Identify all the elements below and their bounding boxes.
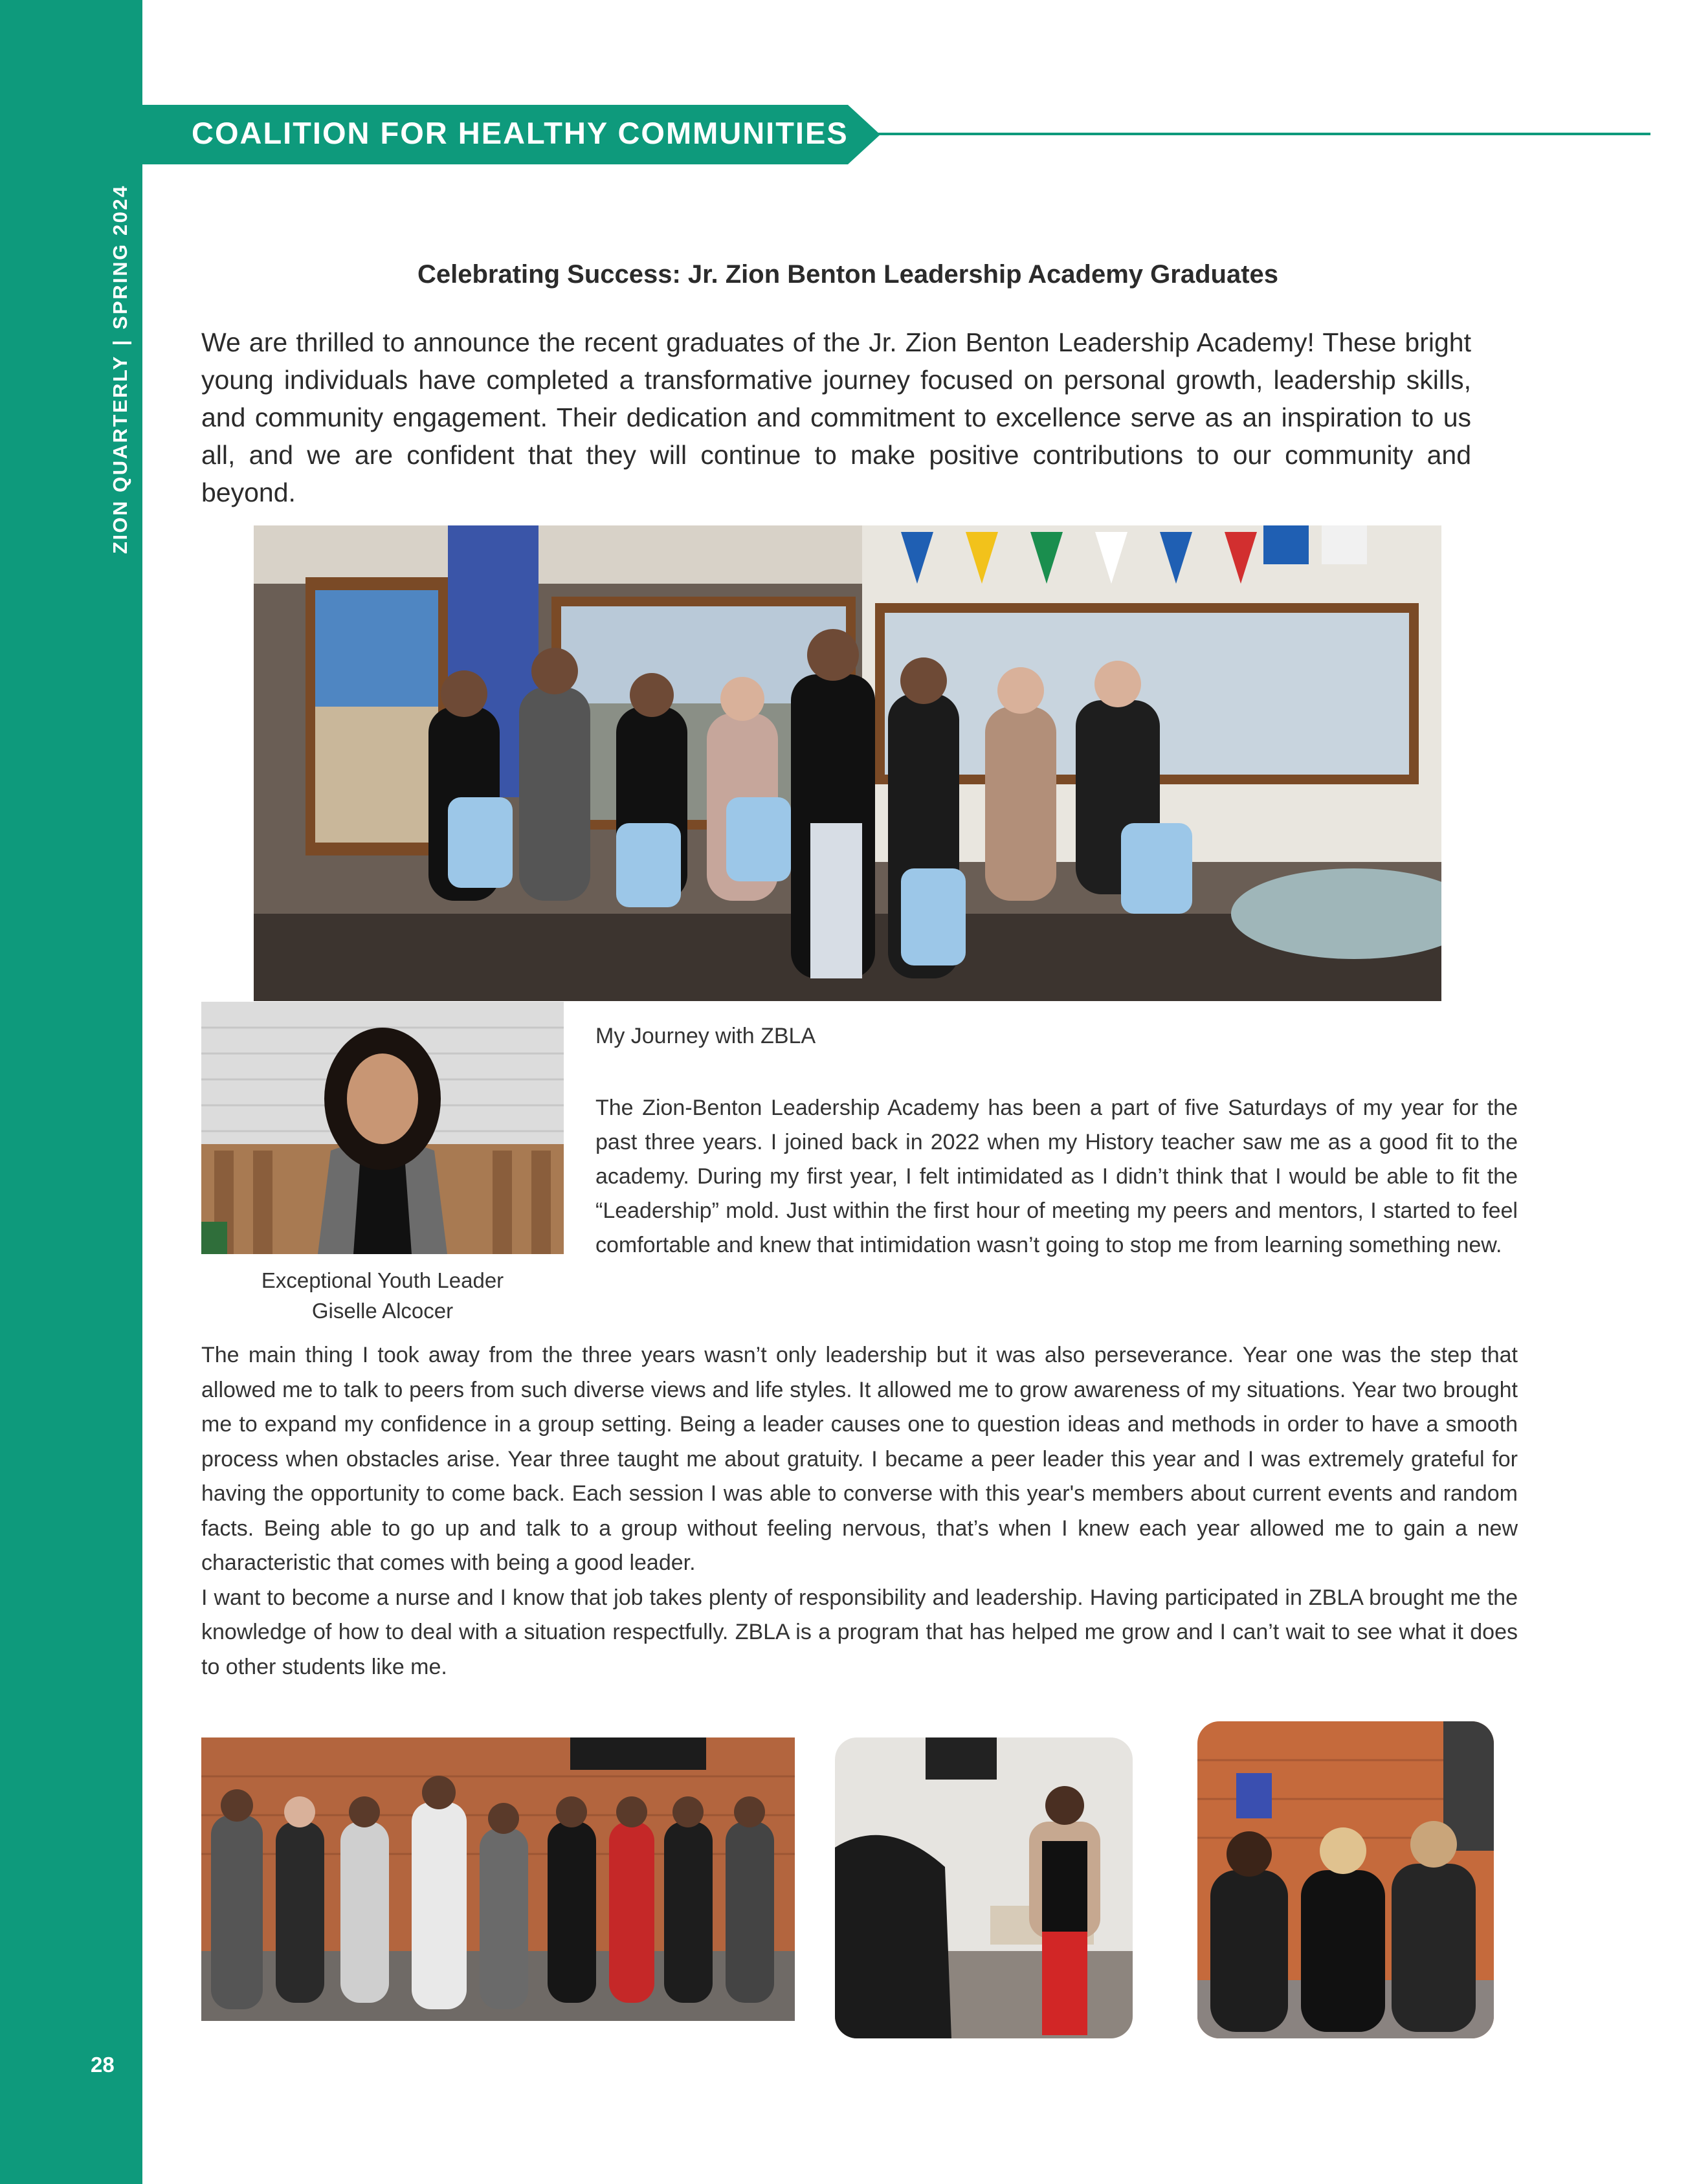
journey-paragraph-3: I want to become a nurse and I know that job takes plenty of responsibility and leadership. Having participated in ZBLA brought me the knowledge of how to deal with a situation respectfully. ZBLA is a program that has helped me grow and I can’t wait to see what it does to other students like me.: [201, 1585, 1518, 1679]
portrait-caption-name: Giselle Alcocer: [311, 1299, 454, 1323]
teen-court-photo: [1197, 1721, 1494, 2038]
banner-rule: [874, 133, 1650, 135]
journey-title: My Journey with ZBLA: [595, 1024, 816, 1048]
section-title: COALITION FOR HEALTHY COMMUNITIES: [192, 116, 849, 150]
issue-name: SPRING 2024: [109, 184, 131, 330]
journey-paragraph-1: The Zion-Benton Leadership Academy has been a part of five Saturdays of my year for the past three years. I joined back in 2022 when my History teacher saw me as a good fit to the academy. During my first year, I felt intimidated as I didn’t think that I would be able to fit the “Leadership” mold. Just within the first hour of meeting my peers and mentors, I started to feel comfortable and knew that intimidation wasn’t going to stop me from learning something new.: [595, 1096, 1518, 1257]
graduates-group-photo: [254, 525, 1441, 1001]
sidebar-separator: |: [109, 338, 131, 346]
group-photo-classroom: [201, 1737, 795, 2021]
portrait-caption-title: Exceptional Youth Leader: [261, 1268, 504, 1292]
article-intro: We are thrilled to announce the recent graduates of the Jr. Zion Benton Leadership Academy! These bright young individuals have completed a transformative journey focused on personal growth, leadership skills, and community engagement. Their dedication and commitment to excellence serve as an inspiration to us all, and we are confident that they will continue to make positive contributions to our community and beyond.: [201, 327, 1471, 507]
handshake-photo: [835, 1737, 1133, 2038]
journey-body: [201, 1338, 1518, 1684]
journey-paragraph-2: The main thing I took away from the three years wasn’t only leadership but it was also perseverance. Year one was the step that allowed me to talk to peers from such diverse views and life styles. It allowed me to grow awareness of my situations. Year two brought me to expand my confidence in a group setting. Being a leader causes one to question ideas and methods in order to have a smooth process when obstacles arise. Year three taught me about gratuity. I became a peer leader this year and I was extremely grateful for having the opportunity to come back. Each session I was able to converse with this year's members about current events and random facts. Being able to go up and talk to a group without feeling nervous, that’s when I knew each year allowed me to gain a new characteristic that comes with being a good leader.: [201, 1343, 1518, 1575]
portrait-caption: [201, 1265, 564, 1326]
page-number: 28: [91, 2053, 115, 2077]
sidebar-issue-label: [109, 184, 132, 554]
giselle-alcocer-portrait: [201, 1002, 564, 1254]
publication-name: ZION QUARTERLY: [109, 355, 131, 554]
article-headline: Celebrating Success: Jr. Zion Benton Leadership Academy Graduates: [417, 260, 1279, 289]
